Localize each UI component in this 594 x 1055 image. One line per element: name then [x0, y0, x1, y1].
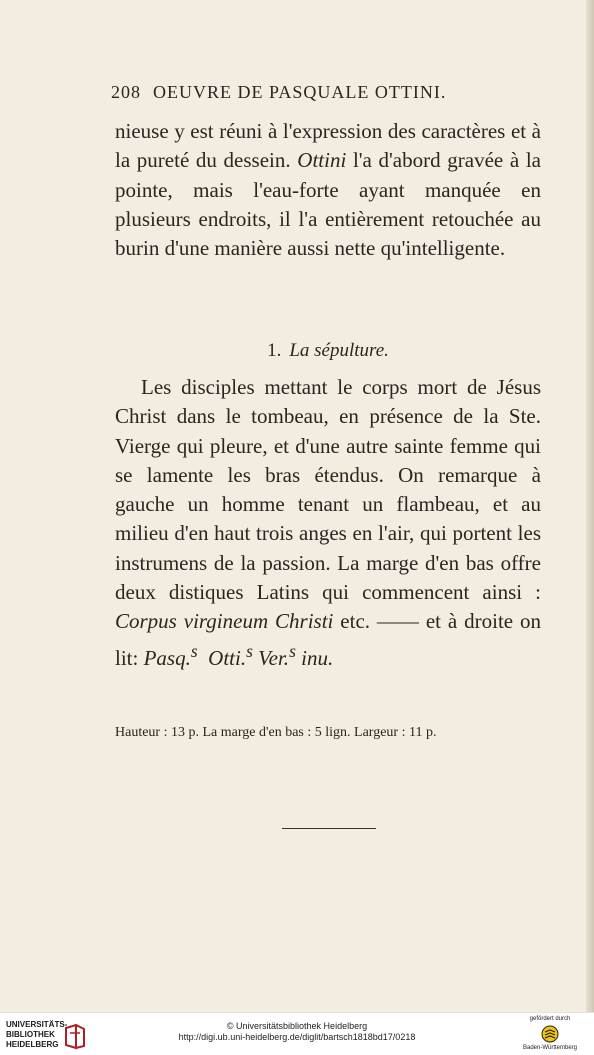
inscription-word: inu. [301, 645, 334, 670]
source-url-link[interactable]: http://digi.ub.uni-heidelberg.de/diglit/bartsch1818bd17/0218 [178, 1032, 416, 1042]
inscription-word: Otti. [208, 645, 247, 670]
library-name-line: HEIDELBERG [6, 1040, 59, 1049]
entry-description [115, 373, 541, 673]
inscription-sup: s [246, 640, 253, 661]
inscription-word: Ver. [258, 645, 290, 670]
page-number: 208 [111, 82, 141, 102]
inscription-sup: s [190, 640, 198, 661]
state-emblem-icon [541, 1025, 559, 1043]
page-edge [586, 0, 594, 1012]
inscription-word: Pasq. [143, 645, 191, 670]
paragraph-text: nieuse y est réuni à l'expression des caractères et à la pureté du dessein. [115, 119, 541, 173]
entry-title: La sépulture. [289, 340, 389, 361]
section-rule [282, 828, 376, 829]
library-name-line: BIBLIOTHEK [6, 1030, 55, 1039]
library-emblem-icon [64, 1024, 86, 1050]
entry-number: 1. [267, 340, 282, 361]
copyright-text: © Universitätsbibliothek Heidelberg [226, 1021, 368, 1031]
artist-name: Ottini [297, 148, 347, 173]
running-header [111, 82, 541, 103]
running-title: OEUVRE DE PASQUALE OTTINI. [153, 82, 447, 102]
paragraph-text: Les disciples mettant le corps mort de Jésus Christ dans le tombeau, en présence de la Ste. Vierge qui pleure, et d'une autre sainte femme qui se lamente les bras étendus. On remarque à gauche un homme tenant un flambeau, et au milieu d'en haut trois anges en l'air, qui portent les instrumens de la passion. La marge d'en bas offre deux distiques Latins qui commencent ainsi : [115, 375, 541, 605]
funded-by-text: gefördert durch [529, 1016, 571, 1022]
dimensions-note: Hauteur : 13 p. La marge d'en bas : 5 lign. Largeur : 11 p. [115, 725, 437, 740]
entry-heading [115, 340, 541, 362]
signature-inscription [143, 640, 334, 670]
funder-name: Baden-Württemberg [522, 1045, 578, 1051]
library-logo[interactable] [6, 1020, 106, 1052]
paragraph-text: l'a d'abord gravée à la pointe, mais l'eau-forte ayant manquée en plusieurs endroits, il l'a entièrement retouchée au burin d'une manière aussi nette qu'intelligente. [115, 148, 541, 261]
inscription-sup: s [289, 640, 296, 661]
paragraph-text: etc. —— et à droite on lit: [115, 609, 542, 670]
paragraph-continued [115, 117, 541, 263]
library-name-line: UNIVERSITÄTS- [6, 1020, 68, 1029]
credit-line [150, 1021, 444, 1043]
inscription-quote: Corpus virgineum Christi [115, 609, 334, 634]
funder-credit [512, 1015, 588, 1052]
digitization-footer [0, 1012, 594, 1055]
